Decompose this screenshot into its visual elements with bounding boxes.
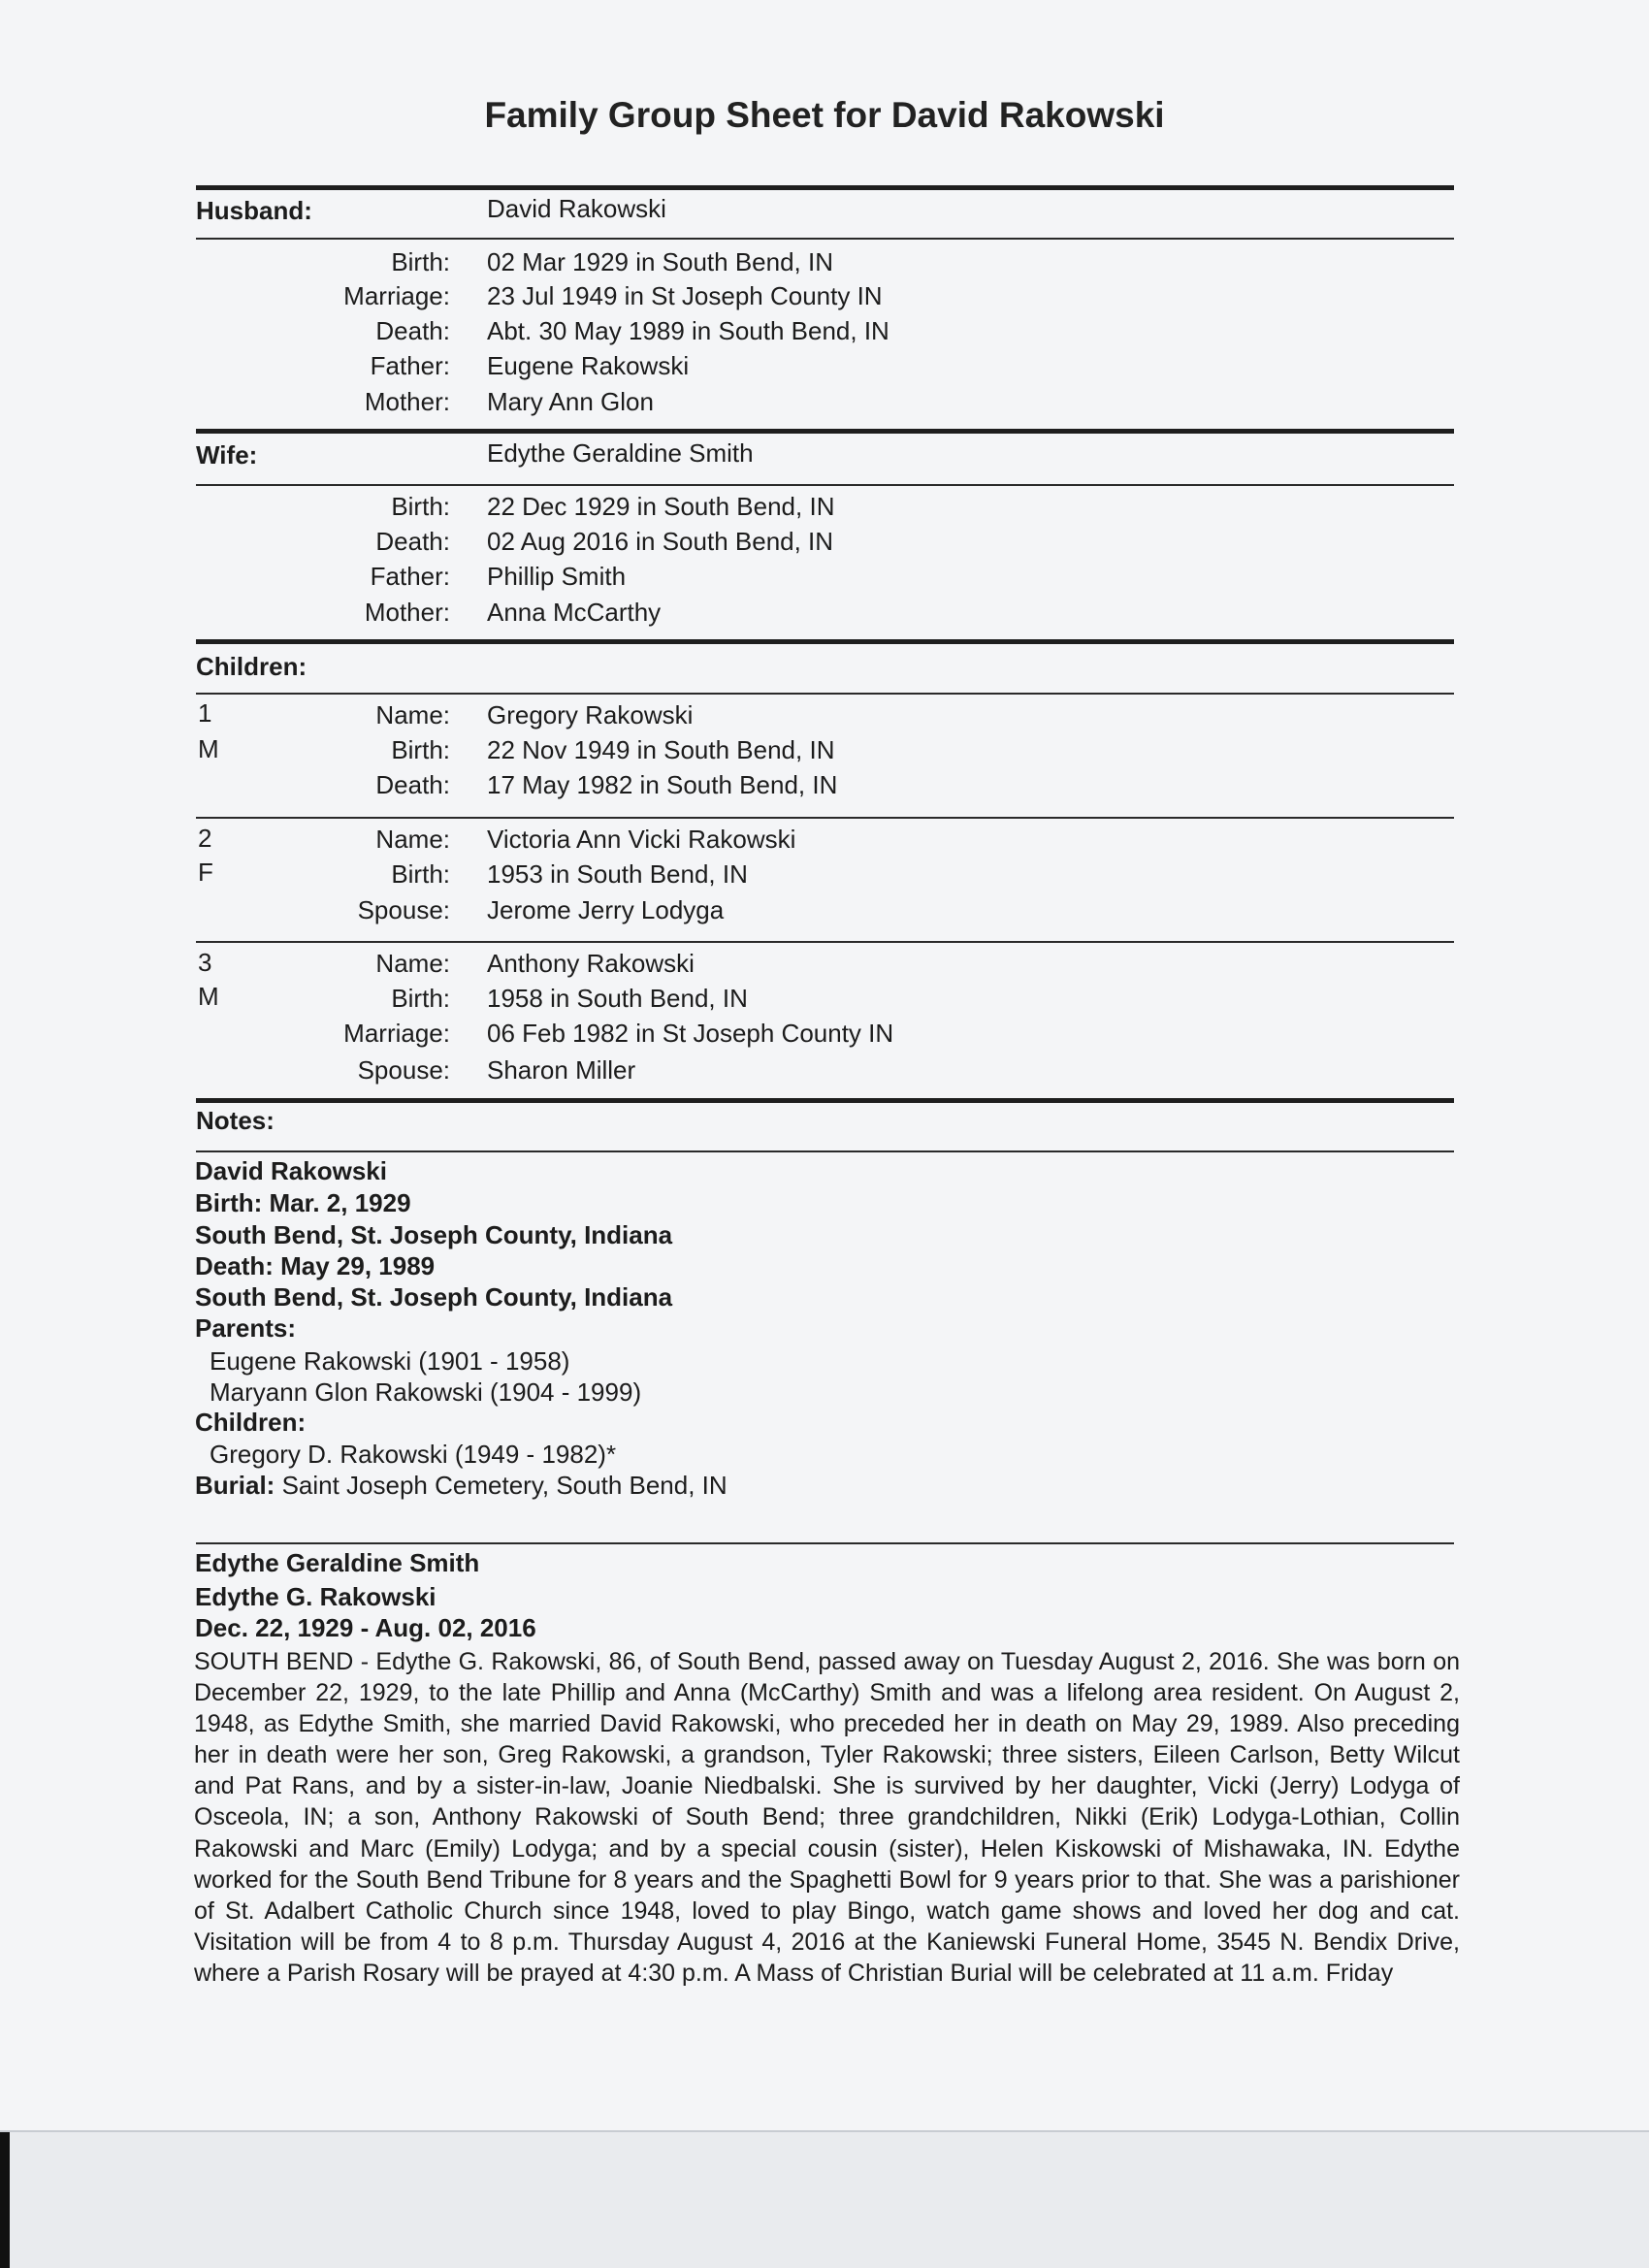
wife-death-value: 02 Aug 2016 in South Bend, IN — [487, 527, 834, 556]
husband-name: David Rakowski — [487, 194, 666, 223]
child-spouse-value: Sharon Miller — [487, 1055, 636, 1085]
note-burial-label: Burial: — [195, 1471, 275, 1500]
note-birth: Birth: Mar. 2, 1929 — [195, 1188, 411, 1217]
husband-father-value: Eugene Rakowski — [487, 351, 690, 380]
child-name-value: Gregory Rakowski — [487, 700, 694, 729]
child-marriage-label: Marriage: — [343, 1019, 450, 1048]
section-divider — [196, 429, 1454, 434]
wife-father-value: Phillip Smith — [487, 562, 627, 591]
husband-death-value: Abt. 30 May 1989 in South Bend, IN — [487, 316, 889, 345]
wife-mother-value: Anna McCarthy — [487, 598, 662, 627]
child-spouse-label: Spouse: — [357, 895, 450, 924]
note-parents-label: Parents: — [195, 1313, 297, 1343]
child-marriage-value: 06 Feb 1982 in St Joseph County IN — [487, 1019, 894, 1048]
child-birth-value: 22 Nov 1949 in South Bend, IN — [487, 735, 835, 764]
child-name-value: Anthony Rakowski — [487, 949, 695, 978]
obituary-text: SOUTH BEND - Edythe G. Rakowski, 86, of South Bend, passed away on Tuesday August 2, 2016. She was born on December 22, 1929, to the late Phillip and Anna (McCarthy) Smith and was a lifelong area resident. On August 2, 1948, as Edythe Smith, she married David Rakowski, who preceded her in death on May 29, 1989. Also preceding her in death were her son, Greg Rakowski, a grandson, Tyler Rakowski; three sisters, Eileen Carlson, Betty Wilcut and Pat Rans, and by a sister-in-law, Joanie Niedbalski. She is survived by her daughter, Vicki (Jerry) Lodyga of Osceola, IN; a son, Anthony Rakowski of South Bend; three grandchildren, Nikki (Erik) Lodyga-Lothian, Collin Rakowski and Marc (Emily) Lodyga; and by a special cousin (sister), Helen Kiskowski of Mishawaka, IN. Edythe worked for the South Bend Tribune for 8 years and the Spaghetti Bowl for 9 years prior to that. She was a parishioner of St. Adalbert Catholic Church since 1948, loved to play Bingo, watch game shows and loved her dog and cat. Visitation will be from 4 to 8 p.m. Thursday August 4, 2016 at the Kaniewski Funeral Home, 3545 N. Bendix Drive, where a Parish Rosary will be prayed at 4:30 p.m. A Mass of Christian Burial will be celebrated at 11 a.m. Friday — [194, 1648, 1460, 1987]
child-name-label: Name: — [375, 700, 450, 729]
child-birth-value: 1958 in South Bend, IN — [487, 984, 748, 1013]
wife-birth-value: 22 Dec 1929 in South Bend, IN — [487, 492, 835, 521]
husband-birth-value: 02 Mar 1929 in South Bend, IN — [487, 247, 834, 276]
note-person-name: David Rakowski — [195, 1156, 387, 1185]
child-birth-value: 1953 in South Bend, IN — [487, 859, 748, 889]
wife-death-label: Death: — [375, 527, 450, 556]
child-sex: M — [198, 734, 219, 763]
row-divider — [196, 941, 1454, 943]
children-section-label: Children: — [196, 652, 307, 681]
note-parent: Eugene Rakowski (1901 - 1958) — [210, 1346, 570, 1376]
child-name-label: Name: — [375, 825, 450, 854]
husband-father-label: Father: — [370, 351, 450, 380]
scanner-shadow — [0, 2132, 10, 2268]
section-divider — [196, 639, 1454, 644]
wife-birth-label: Birth: — [391, 492, 450, 521]
note-children-label: Children: — [195, 1408, 307, 1437]
child-name-value: Victoria Ann Vicki Rakowski — [487, 825, 796, 854]
child-sex: M — [198, 982, 219, 1011]
husband-section-label: Husband: — [196, 196, 312, 225]
row-divider — [196, 1542, 1454, 1544]
wife-mother-label: Mother: — [364, 598, 450, 627]
wife-name: Edythe Geraldine Smith — [487, 438, 754, 468]
child-death-value: 17 May 1982 in South Bend, IN — [487, 770, 838, 799]
note-death: Death: May 29, 1989 — [195, 1251, 436, 1280]
child-name-label: Name: — [375, 949, 450, 978]
child-number: 1 — [198, 698, 212, 728]
note-birth-place: South Bend, St. Joseph County, Indiana — [195, 1220, 673, 1249]
child-number: 2 — [198, 824, 212, 853]
note-burial-value: Saint Joseph Cemetery, South Bend, IN — [275, 1471, 728, 1500]
child-death-label: Death: — [375, 770, 450, 799]
scanner-bed-edge — [0, 2130, 1649, 2268]
note-child: Gregory D. Rakowski (1949 - 1982)* — [210, 1440, 617, 1469]
husband-mother-value: Mary Ann Glon — [487, 387, 654, 416]
section-divider — [196, 185, 1454, 190]
child-birth-label: Birth: — [391, 735, 450, 764]
wife-father-label: Father: — [370, 562, 450, 591]
section-divider — [196, 1098, 1454, 1103]
page-title: Family Group Sheet for David Rakowski — [484, 95, 1165, 135]
husband-mother-label: Mother: — [364, 387, 450, 416]
note-person-name: Edythe Geraldine Smith — [195, 1548, 480, 1577]
wife-section-label: Wife: — [196, 440, 258, 470]
husband-marriage-label: Marriage: — [343, 281, 450, 310]
child-birth-label: Birth: — [391, 859, 450, 889]
husband-birth-label: Birth: — [391, 247, 450, 276]
husband-death-label: Death: — [375, 316, 450, 345]
row-divider — [196, 693, 1454, 695]
row-divider — [196, 238, 1454, 240]
husband-marriage-value: 23 Jul 1949 in St Joseph County IN — [487, 281, 883, 310]
note-parent: Maryann Glon Rakowski (1904 - 1999) — [210, 1377, 642, 1407]
child-sex: F — [198, 858, 213, 887]
child-birth-label: Birth: — [391, 984, 450, 1013]
note-burial — [195, 1471, 728, 1500]
note-dates: Dec. 22, 1929 - Aug. 02, 2016 — [195, 1613, 536, 1642]
notes-section-label: Notes: — [196, 1106, 275, 1135]
row-divider — [196, 817, 1454, 819]
row-divider — [196, 1150, 1454, 1152]
note-death-place: South Bend, St. Joseph County, Indiana — [195, 1282, 673, 1312]
child-number: 3 — [198, 948, 212, 977]
child-spouse-value: Jerome Jerry Lodyga — [487, 895, 725, 924]
note-alt-name: Edythe G. Rakowski — [195, 1582, 436, 1611]
child-spouse-label: Spouse: — [357, 1055, 450, 1085]
row-divider — [196, 484, 1454, 486]
